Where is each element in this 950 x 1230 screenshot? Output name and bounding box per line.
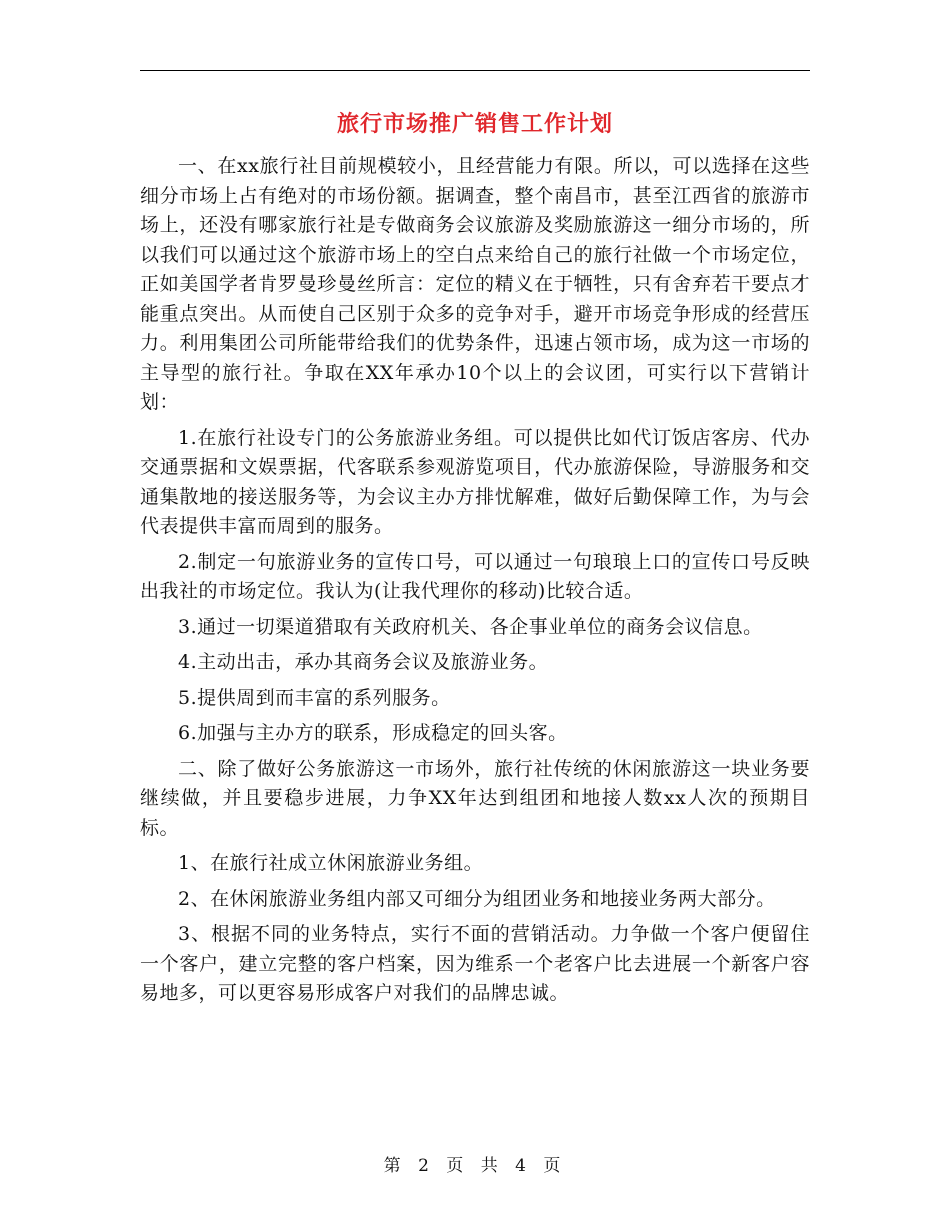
document-title: 旅行市场推广销售工作计划 <box>336 111 613 137</box>
paragraph-item-2-2: 2、在休闲旅游业务组内部又可细分为组团业务和地接业务两大部分。 <box>178 887 776 910</box>
header-rule <box>140 70 810 71</box>
page-number-footer: 第 2 页 共 4 页 <box>383 1156 567 1176</box>
paragraph-item-1-2: 2.制定一句旅游业务的宣传口号，可以通过一句琅琅上口的宣传口号反映出我社的市场定位。我认为(让我代理你的移动)比较合适。 <box>140 550 810 602</box>
paragraph-item-2-1: 1、在旅行社成立休闲旅游业务组。 <box>178 852 484 874</box>
paragraph-item-1-3: 3.通过一切渠道猎取有关政府机关、各企事业单位的商务会议信息。 <box>178 615 763 638</box>
paragraph-item-1-1: 1.在旅行社设专门的公务旅游业务组。可以提供比如代订饭店客房、代办交通票据和文娱票据，代客联系参观游览项目，代办旅游保险，导游服务和交通集散地的接送服务等，为会议主办方排忧解难，做好后勤保障工作，为与会代表提供丰富而周到的服务。 <box>140 426 810 537</box>
paragraph-item-1-5: 5.提供周到而丰富的系列服务。 <box>178 686 451 709</box>
paragraph-item-2-3: 3、根据不同的业务特点，实行不面的营销活动。力争做一个客户便留住一个客户，建立完整的客户档案，因为维系一个老客户比去进展一个新客户容易地多，可以更容易形成客户对我们的品牌忠诚。 <box>140 923 810 1004</box>
paragraph-section-2: 二、除了做好公务旅游这一市场外，旅行社传统的休闲旅游这一块业务要继续做，并且要稳步进展，力争XX年达到组团和地接人数xx人次的预期目标。 <box>140 757 810 839</box>
paragraph-section-1: 一、在xx旅行社目前规模较小，且经营能力有限。所以，可以选择在这些细分市场上占有绝对的市场份额。据调查，整个南昌市，甚至江西省的旅游市场上，还没有哪家旅行社是专做商务会议旅游及奖励旅游这一细分市场的，所以我们可以通过这个旅游市场上的空白点来给自己的旅行社做一个市场定位，正如美国学者肯罗曼珍曼丝所言：定位的精义在于牺牲，只有舍弃若干要点才能重点突出。从而使自己区别于众多的竞争对手，避开市场竞争形成的经营压力。利用集团公司所能带给我们的优势条件，迅速占领市场，成为这一市场的主导型的旅行社。争取在XX年承办10个以上的会议团，可实行以下营销计划： <box>140 155 810 413</box>
paragraph-item-1-4: 4.主动出击，承办其商务会议及旅游业务。 <box>178 651 549 673</box>
document-body <box>140 152 810 1015</box>
paragraph-item-1-6: 6.加强与主办方的联系，形成稳定的回头客。 <box>178 722 568 744</box>
